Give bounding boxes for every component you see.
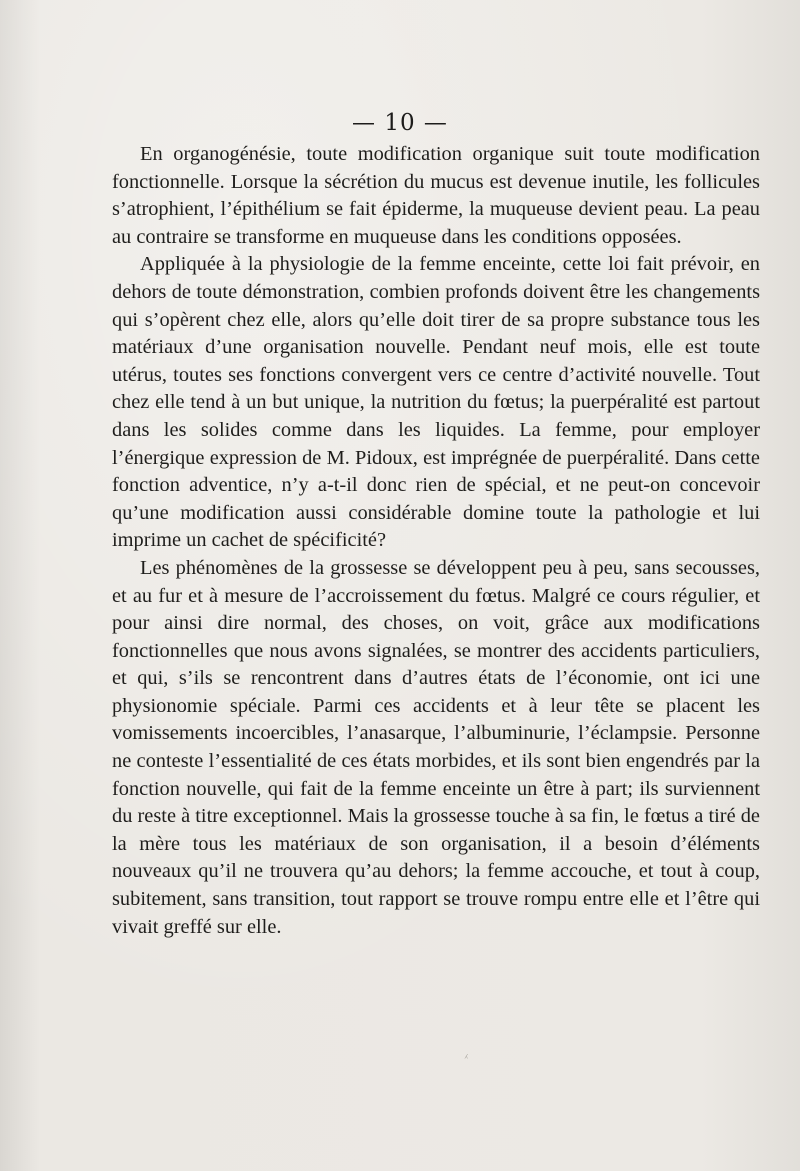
page-number: — 10 — xyxy=(352,110,448,136)
paragraph-2: Appliquée à la physiologie de la femme enceinte, cette loi fait prévoir, en dehors de toute démonstration, combien profonds doivent être les changements qui s’opèrent chez elle, alors qu’elle doit tirer de sa propre substance tous les matériaux d’une organisation nouvelle. Pendant neuf mois, elle est toute utérus, toutes ses fonctions convergent vers ce centre d’activité nouvelle. Tout chez elle tend à un but unique, la nutrition du fœtus; la puerpéralité est partout dans les solides comme dans les liquides. La femme, pour employer l’énergique expression de M. Pidoux, est imprégnée de puerpéralité. Dans cette fonction adventice, n’y a-t-il donc rien de spécial, et ne peut-on concevoir qu’une modification aussi considérable domine toute la pathologie et lui imprime un cachet de spécificité? xyxy=(112,253,760,552)
paragraph-1: En organogénésie, toute modification organique suit toute modification fonctionnelle. Lorsque la sécrétion du mucus est devenue inutile, les follicules s’atrophient, l’épithélium se fait épiderme, la muqueuse devient peau. La peau au contraire se transforme en muqueuse dans les conditions opposées. xyxy=(112,143,760,248)
body-text xyxy=(112,141,760,941)
paragraph-3: Les phénomènes de la grossesse se développent peu à peu, sans secousses, et au fur et à mesure de l’accroissement du fœtus. Malgré ce cours régulier, et pour ainsi dire normal, des choses, on voit, grâce aux modifications fonctionnelles que nous avons signalées, se montrer des accidents particuliers, et qui, s’ils se rencontrent dans d’autres états de l’économie, ont ici une physionomie spéciale. Parmi ces accidents et à leur tête se placent les vomissements incoercibles, l’anasarque, l’albuminurie, l’éclampsie. Personne ne conteste l’essentialité de ces états morbides, et ils sont bien engendrés par la fonction nouvelle, qui fait de la femme enceinte un être à part; ils surviennent du reste à titre exceptionnel. Mais la grossesse touche à sa fin, le fœtus a tiré de la mère tous les matériaux de son organisation, il a besoin d’éléments nouveaux qu’il ne trouvera qu’au dehors; la femme accouche, et tout à coup, subitement, sans transition, tout rapport se trouve rompu entre elle et l’être qui vivait greffé sur elle. xyxy=(112,556,760,938)
printer-mark-icon: ⁁ xyxy=(465,1048,468,1059)
